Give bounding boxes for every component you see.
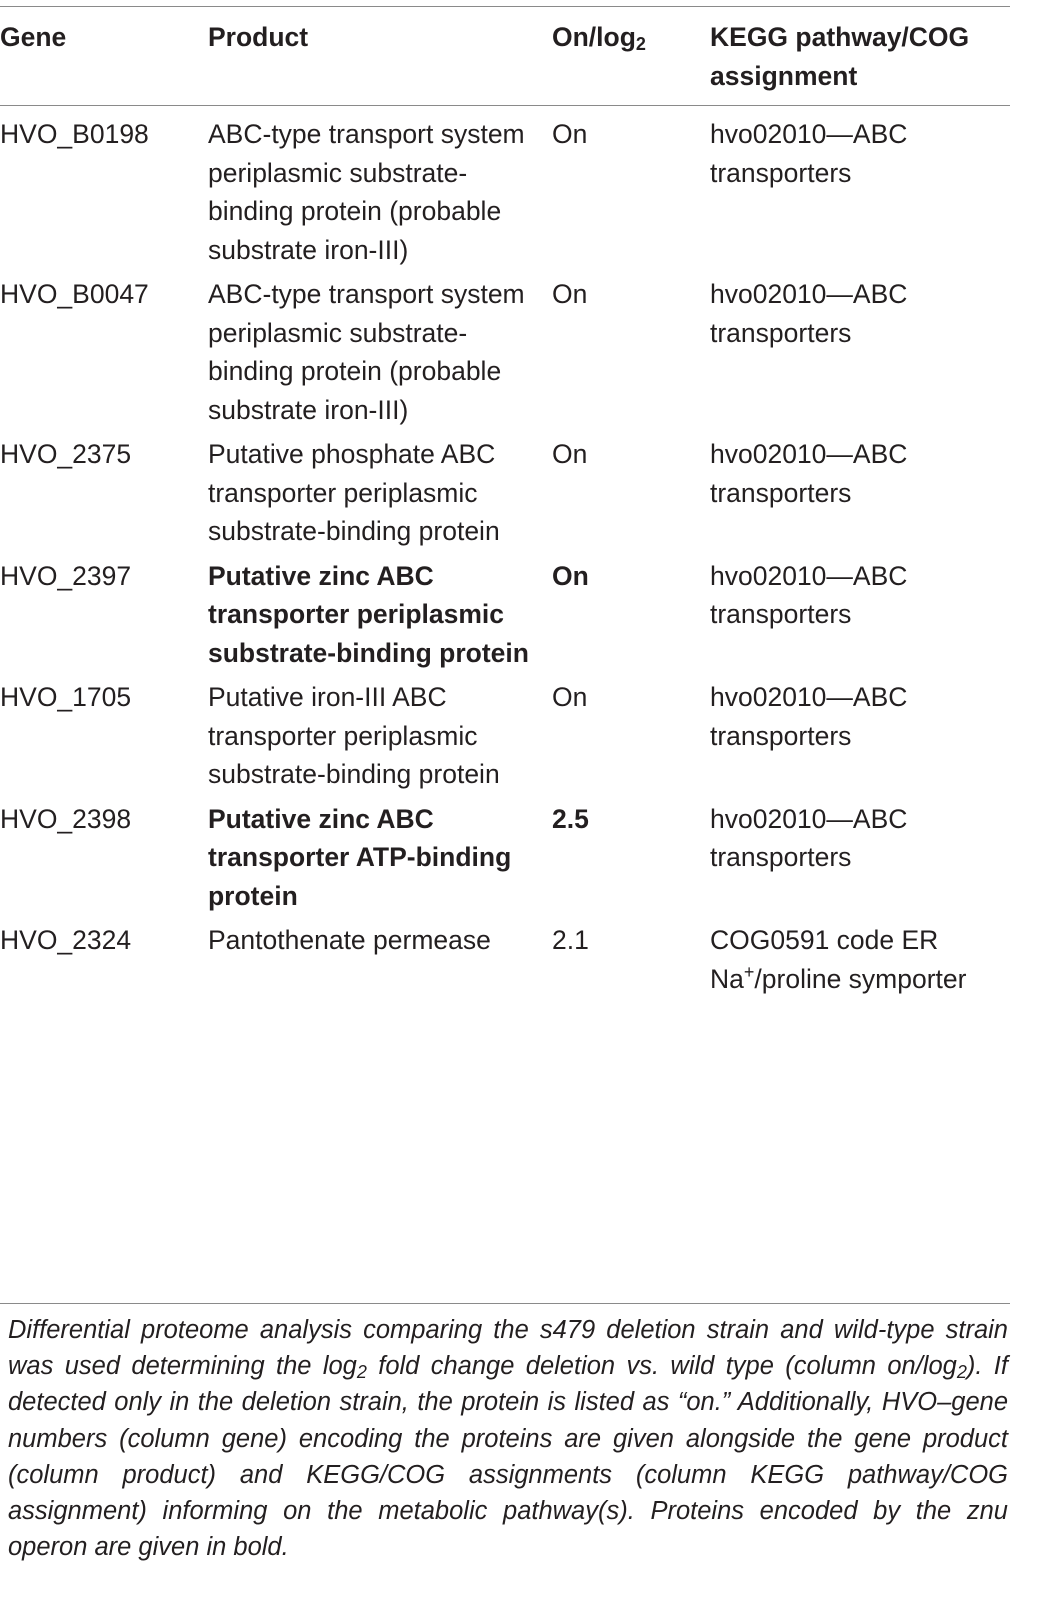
cell-product-bold: Putative zinc ABC transporter periplasmic substrate-binding protein xyxy=(208,560,529,668)
footnote-part-2: fold change deletion vs. wild type (column on/log xyxy=(366,1352,957,1381)
cell-gene: HVO_2397 xyxy=(0,560,132,591)
cell-gene: HVO_B0198 xyxy=(0,119,149,149)
table-row xyxy=(0,921,1010,1004)
footnote-subscript-2: 2 xyxy=(956,1362,967,1383)
cell-product: Pantothenate permease xyxy=(208,925,491,955)
cell-kegg: hvo02010—ABC transporters xyxy=(710,682,908,751)
cell-value: On xyxy=(552,279,588,309)
header-gene: Gene xyxy=(0,22,67,52)
cell-gene: HVO_2324 xyxy=(0,925,132,955)
cell-product: ABC-type transport system periplasmic substrate-binding protein (probable substrate iron-III) xyxy=(208,119,525,265)
table-row xyxy=(0,275,1010,435)
kegg-symporter: /proline symporter xyxy=(754,963,967,994)
footnote-part-3: ). If detected only in the deletion strain, the protein is listed as “on.” Additionally, HVO–gene numbers (column gene) encoding the proteins are given alongside the gene product (column product) and KEGG/COG assignments (column KEGG pathway/COG assignment) informing on the metabolic pathway(s). Proteins encoded by the znu operon are given in bold. xyxy=(8,1352,1008,1562)
cell-gene: HVO_2398 xyxy=(0,803,132,834)
table-top-rule xyxy=(0,6,1010,7)
cell-gene: HVO_B0047 xyxy=(0,279,149,309)
table-row xyxy=(0,678,1010,800)
proteome-table xyxy=(0,18,1010,1004)
cell-kegg: hvo02010—ABC transporters xyxy=(710,560,908,629)
cell-value: On xyxy=(552,119,588,149)
footnote-text xyxy=(8,1312,1008,1565)
header-kegg: KEGG pathway/COG assignment xyxy=(710,22,970,91)
cell-kegg xyxy=(710,921,1010,1004)
cell-product: Putative iron-III ABC transporter periplasmic substrate-binding protein xyxy=(208,682,500,789)
cell-kegg: hvo02010—ABC transporters xyxy=(710,279,908,348)
table-header-row xyxy=(0,18,1010,105)
header-on-log-text: On/log xyxy=(552,22,636,52)
cell-gene: HVO_2375 xyxy=(0,439,132,469)
cell-product-bold: Putative zinc ABC transporter ATP-binding protein xyxy=(208,803,512,911)
footnote-subscript-1: 2 xyxy=(356,1362,367,1383)
cell-value-bold: On xyxy=(552,560,589,591)
cell-value: On xyxy=(552,682,588,712)
kegg-ion: Na xyxy=(710,963,744,994)
table-bottom-rule xyxy=(0,1303,1010,1304)
cell-kegg: hvo02010—ABC transporters xyxy=(710,119,908,188)
table-footnote xyxy=(8,1312,1008,1565)
cell-product: Putative phosphate ABC transporter periplasmic substrate-binding protein xyxy=(208,439,500,546)
cell-kegg: hvo02010—ABC transporters xyxy=(710,803,908,872)
table-row xyxy=(0,105,1010,275)
table-row-znu xyxy=(0,557,1010,679)
cell-product: ABC-type transport system periplasmic substrate-binding protein (probable substrate iron-III) xyxy=(208,279,525,425)
table-row xyxy=(0,435,1010,557)
table-row-znu xyxy=(0,800,1010,922)
kegg-ion-charge: + xyxy=(743,961,755,982)
cell-value: On xyxy=(552,439,588,469)
header-on-log2 xyxy=(552,18,710,105)
cell-kegg: hvo02010—ABC transporters xyxy=(710,439,908,508)
cell-gene: HVO_1705 xyxy=(0,682,132,712)
cell-value-bold: 2.5 xyxy=(552,803,589,834)
header-product: Product xyxy=(208,22,309,52)
footnote-part-1: Differential proteome analysis comparing the s479 deletion strain and wild-type strain was used determining the log xyxy=(8,1316,1008,1381)
cell-value: 2.1 xyxy=(552,925,589,955)
kegg-line-1: COG0591 code ER xyxy=(710,925,939,955)
header-log-subscript: 2 xyxy=(635,34,646,54)
